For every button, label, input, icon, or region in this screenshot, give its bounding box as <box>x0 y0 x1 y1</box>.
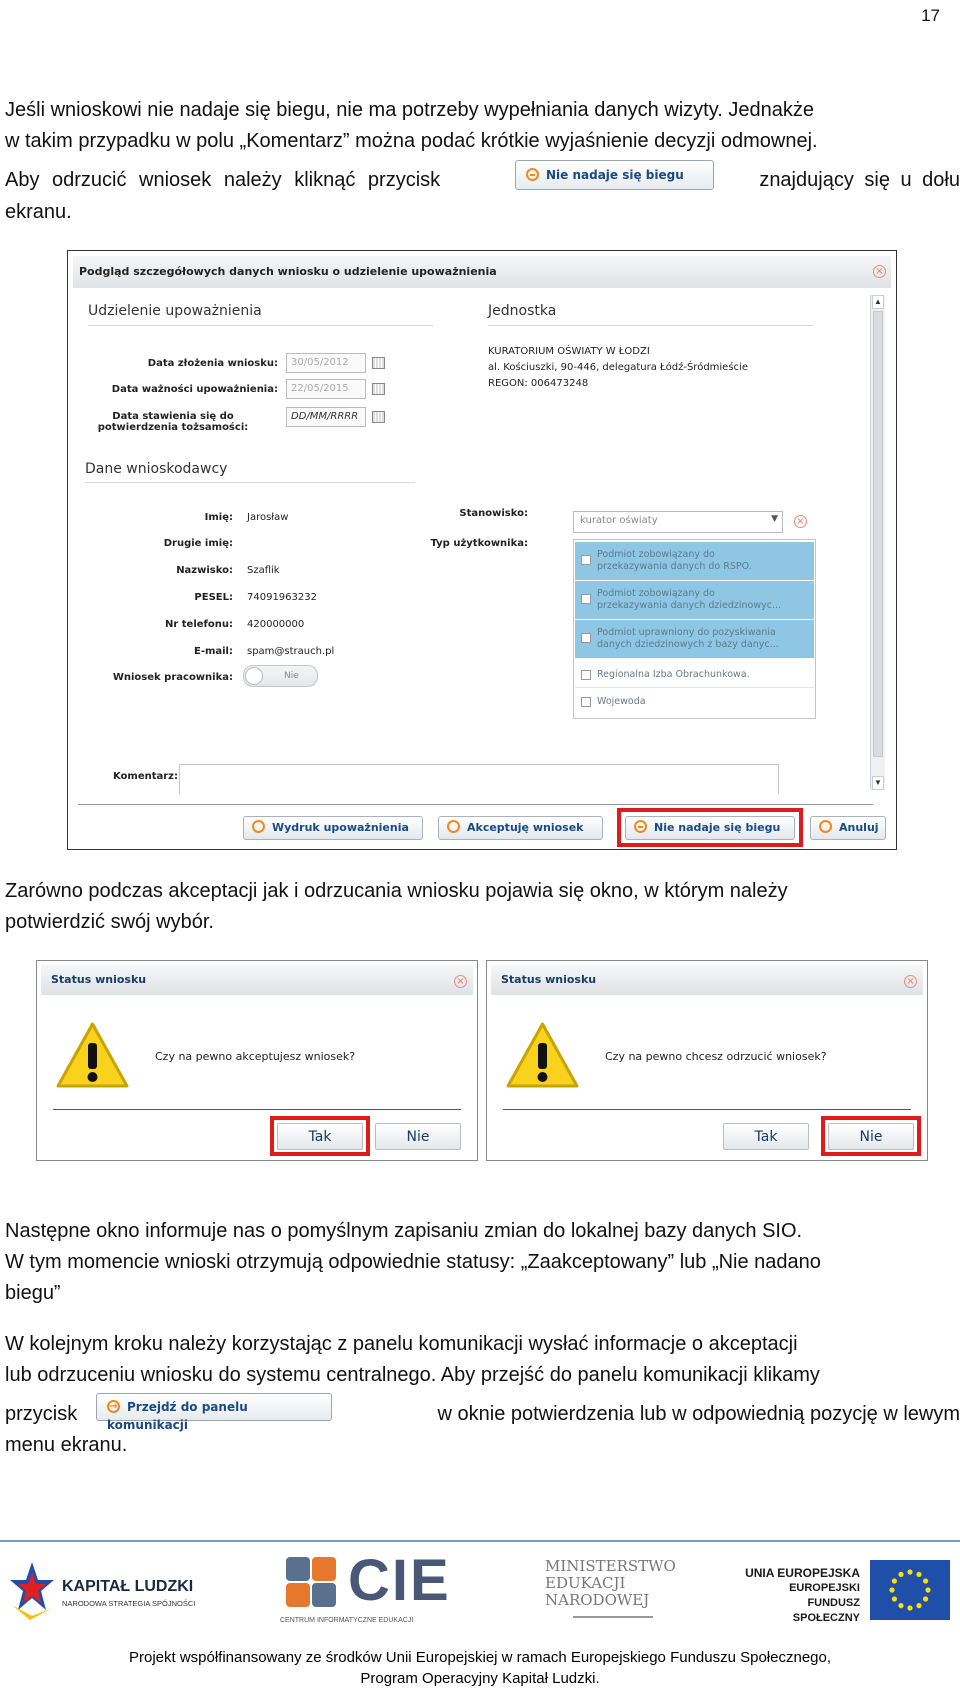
comment-textarea[interactable] <box>179 764 779 794</box>
eu-line: FUNDUSZ SPOŁECZNY <box>792 1597 860 1624</box>
eu-line: UNIA EUROPEJSKA <box>745 1566 860 1580</box>
arrow-circle-icon <box>107 1400 120 1413</box>
inline-reject-button-image <box>515 160 714 190</box>
unit-line: al. Kościuszki, 90-446, delegatura Łódź-Śródmieście <box>488 362 748 373</box>
paragraph-line: Aby odrzucić wniosek należy kliknąć przycisk <box>5 169 441 191</box>
no-button[interactable]: Nie <box>375 1123 461 1150</box>
applicant-label: Drugie imię: <box>163 538 233 549</box>
cie-subtitle: CENTRUM INFORMATYCZNE EDUKACJI <box>280 1617 414 1624</box>
men-line: EDUKACJI <box>545 1574 626 1592</box>
paragraph-line: Jeśli wnioskowi nie nadaje się biegu, nie ma potrzeby wypełniania danych wizyty. Jednakże <box>5 99 814 121</box>
item-text: Podmiot uprawniony do pozyskiwania <box>597 627 776 638</box>
checkbox[interactable] <box>581 633 591 643</box>
applicant-label: PESEL: <box>194 592 233 603</box>
paragraph-line: W kolejnym kroku należy korzystając z panelu komunikacji wysłać informacje o akceptacji <box>5 1333 798 1355</box>
minus-circle-icon <box>526 168 539 181</box>
close-icon[interactable]: × <box>454 975 467 988</box>
footer-divider <box>78 804 873 805</box>
print-authorization-button[interactable] <box>243 816 423 840</box>
logo-cie <box>278 1548 483 1630</box>
paragraph-line: Zarówno podczas akceptacji jak i odrzucania wniosku pojawia się okno, w którym należy <box>5 880 788 902</box>
paragraph-line: biegu” <box>5 1282 61 1304</box>
applicant-label: Nazwisko: <box>176 565 233 576</box>
cie-square-icon <box>312 1557 336 1581</box>
checkbox[interactable] <box>581 594 591 604</box>
warning-icon <box>55 1021 130 1089</box>
date-valid-field[interactable]: 22/05/2015 <box>286 379 366 399</box>
men-name <box>545 1558 676 1609</box>
applicant-value: 420000000 <box>247 619 305 630</box>
button-label: Akceptuję wniosek <box>467 821 584 834</box>
date-appear-field[interactable]: DD/MM/RRRR <box>286 407 366 427</box>
window-title: Podgląd szczegółowych danych wniosku o udzielenie upoważnienia <box>73 256 891 288</box>
dialog-divider <box>53 1109 461 1110</box>
item-text: Podmiot zobowiązany do <box>597 549 715 560</box>
unit-details <box>488 344 748 392</box>
paragraph-line: Następne okno informuje nas o pomyślnym zapisaniu zmian do lokalnej bazy danych SIO. <box>5 1220 803 1242</box>
dialog-accept <box>36 960 478 1161</box>
close-icon[interactable]: × <box>904 975 917 988</box>
dropdown-value: kurator oświaty <box>580 515 658 526</box>
accept-request-button[interactable] <box>438 816 603 840</box>
button-label: Anuluj <box>839 821 879 834</box>
men-rule <box>573 1616 653 1618</box>
footer-line-1: Projekt współfinansowany ze środków Unii Europejskiej w ramach Europejskiego Funduszu Społecznego, <box>128 1649 832 1666</box>
item-text: przekazywania danych do RSPO. <box>597 561 752 572</box>
calendar-icon[interactable] <box>372 383 385 395</box>
checkbox[interactable] <box>581 670 591 680</box>
section-title-unit: Jednostka <box>488 303 557 319</box>
page-number: 17 <box>921 6 940 25</box>
date-submitted-label: Data złożenia wniosku: <box>147 358 278 369</box>
label-line: potwierdzenia tożsamości: <box>97 422 249 433</box>
dialog-title: Status wniosku <box>491 965 923 995</box>
dialog-title: Status wniosku <box>41 965 473 995</box>
minus-circle-icon <box>634 820 647 833</box>
date-appear-label <box>88 411 258 433</box>
application-screenshot <box>67 250 897 850</box>
paragraph-line: lub odrzuceniu wniosku do systemu centralnego. Aby przejść do panelu komunikacji klikamy <box>5 1364 820 1386</box>
men-line: MINISTERSTWO <box>545 1557 676 1575</box>
inline-button-label: Nie nadaje się biegu <box>546 168 684 182</box>
checkbox[interactable] <box>581 697 591 707</box>
employee-toggle[interactable] <box>243 665 318 687</box>
paragraph-intro <box>5 95 960 157</box>
applicant-label: Nr telefonu: <box>164 619 233 630</box>
eu-line: EUROPEJSKI <box>789 1582 860 1594</box>
logo-men <box>545 1556 695 1628</box>
paragraph-line: w takim przypadku w polu „Komentarz” można podać krótkie wyjaśnienie decyzji odmownej. <box>5 130 818 152</box>
footer-line-2: Program Operacyjny Kapitał Ludzki. <box>360 1670 600 1687</box>
employee-label: Wniosek pracownika: <box>112 672 233 683</box>
list-item[interactable] <box>575 542 814 580</box>
print-icon <box>252 820 265 833</box>
button-label: Nie nadaje się biegu <box>654 821 781 834</box>
cie-square-icon <box>312 1583 336 1607</box>
cie-square-icon <box>286 1583 310 1607</box>
no-button[interactable]: Nie <box>828 1123 914 1150</box>
calendar-icon[interactable] <box>372 411 385 423</box>
applicant-label: E-mail: <box>193 646 233 657</box>
eu-text <box>742 1566 860 1626</box>
dialog-reject <box>486 960 928 1161</box>
kapital-ludzki-subtitle: NARODOWA STRATEGIA SPÓJNOŚCI <box>62 1599 196 1608</box>
paragraph-communication <box>5 1329 960 1391</box>
logo-kapital-ludzki <box>8 1556 218 1626</box>
paragraph-line: przycisk <box>5 1403 78 1425</box>
toggle-knob <box>245 667 263 685</box>
paragraph-line: znajdujący się u dołu <box>759 169 960 191</box>
check-circle-icon <box>447 820 460 833</box>
date-submitted-field[interactable]: 30/05/2012 <box>286 353 366 373</box>
user-type-label: Typ użytkownika: <box>430 538 528 549</box>
paragraph-status <box>5 1216 960 1309</box>
paragraph-line: ekranu. <box>5 201 72 223</box>
checkbox[interactable] <box>581 555 591 565</box>
close-icon[interactable]: × <box>873 265 886 278</box>
men-line: NARODOWEJ <box>545 1591 650 1609</box>
inline-button-label: Przejdź do panelu komunikacji <box>107 1400 248 1432</box>
cie-square-icon <box>286 1557 310 1581</box>
kapital-ludzki-title: KAPITAŁ LUDZKI <box>62 1578 194 1595</box>
footer-rule <box>0 1540 960 1542</box>
position-dropdown[interactable] <box>573 511 783 533</box>
scroll-up-arrow[interactable]: ▲ <box>872 295 884 309</box>
logo-eu <box>742 1560 952 1625</box>
kapital-ludzki-emblem-icon <box>8 1560 56 1622</box>
applicant-value: Jarosław <box>247 512 289 523</box>
position-label: Stanowisko: <box>459 508 528 519</box>
label-line: Data stawienia się do <box>112 411 234 422</box>
date-valid-label: Data ważności upoważnienia: <box>111 384 278 395</box>
dialog-message: Czy na pewno chcesz odrzucić wniosek? <box>605 1050 827 1063</box>
inline-communication-button-image <box>96 1393 332 1432</box>
comment-label: Komentarz: <box>112 771 178 782</box>
item-text: danych dziedzinowych z bazy danyc... <box>597 639 779 650</box>
applicant-value: spam@strauch.pl <box>247 646 335 657</box>
dialog-divider <box>503 1109 911 1110</box>
clear-icon[interactable]: × <box>794 515 807 528</box>
section-title-authorization: Udzielenie upoważnienia <box>88 303 262 319</box>
paragraph-line: menu ekranu. <box>5 1434 128 1456</box>
toggle-label: Nie <box>284 671 299 681</box>
cie-wordmark: CIE <box>348 1548 451 1613</box>
applicant-label: Imię: <box>204 512 233 523</box>
section-title-applicant: Dane wnioskodawcy <box>85 461 228 477</box>
applicant-value: Szaflik <box>247 565 280 576</box>
reject-request-button[interactable] <box>625 816 795 840</box>
list-item[interactable] <box>575 689 814 715</box>
dialog-message: Czy na pewno akceptujesz wniosek? <box>155 1050 356 1063</box>
user-type-list[interactable] <box>573 539 816 719</box>
list-item[interactable] <box>575 620 814 658</box>
item-text: przekazywania danych dziedzinowyc... <box>597 600 782 611</box>
yes-button[interactable]: Tak <box>277 1123 363 1150</box>
cancel-button[interactable] <box>810 816 886 840</box>
scrollbar-thumb[interactable] <box>873 311 883 757</box>
unit-line: KURATORIUM OŚWIATY W ŁODZI <box>488 346 650 357</box>
item-text: Regionalna Izba Obrachunkowa. <box>597 669 750 680</box>
item-text: Podmiot zobowiązany do <box>597 588 715 599</box>
yes-button[interactable]: Tak <box>723 1123 809 1150</box>
applicant-value: 74091963232 <box>247 592 317 603</box>
close-circle-icon <box>819 820 832 833</box>
scroll-down-arrow[interactable]: ▼ <box>872 776 884 790</box>
unit-line: REGON: 006473248 <box>488 378 589 389</box>
chevron-down-icon: ▼ <box>771 514 778 524</box>
paragraph-confirm <box>5 876 960 938</box>
section-divider <box>88 325 433 326</box>
scrollbar[interactable] <box>870 295 885 790</box>
paragraph-line: W tym momencie wnioski otrzymują odpowiednie statusy: „Zaakceptowany” lub „Nie nadano <box>5 1251 821 1273</box>
paragraph-line: potwierdzić swój wybór. <box>5 911 214 933</box>
list-item[interactable] <box>575 662 814 688</box>
section-divider <box>488 325 813 326</box>
calendar-icon[interactable] <box>372 357 385 369</box>
section-divider <box>85 482 415 483</box>
warning-icon <box>505 1021 580 1089</box>
eu-flag-icon <box>870 1560 950 1620</box>
button-label: Wydruk upoważnienia <box>272 821 409 834</box>
paragraph-line: w oknie potwierdzenia lub w odpowiednią pozycję w lewym <box>437 1403 960 1425</box>
item-text: Wojewoda <box>597 696 646 707</box>
list-item[interactable] <box>575 581 814 619</box>
